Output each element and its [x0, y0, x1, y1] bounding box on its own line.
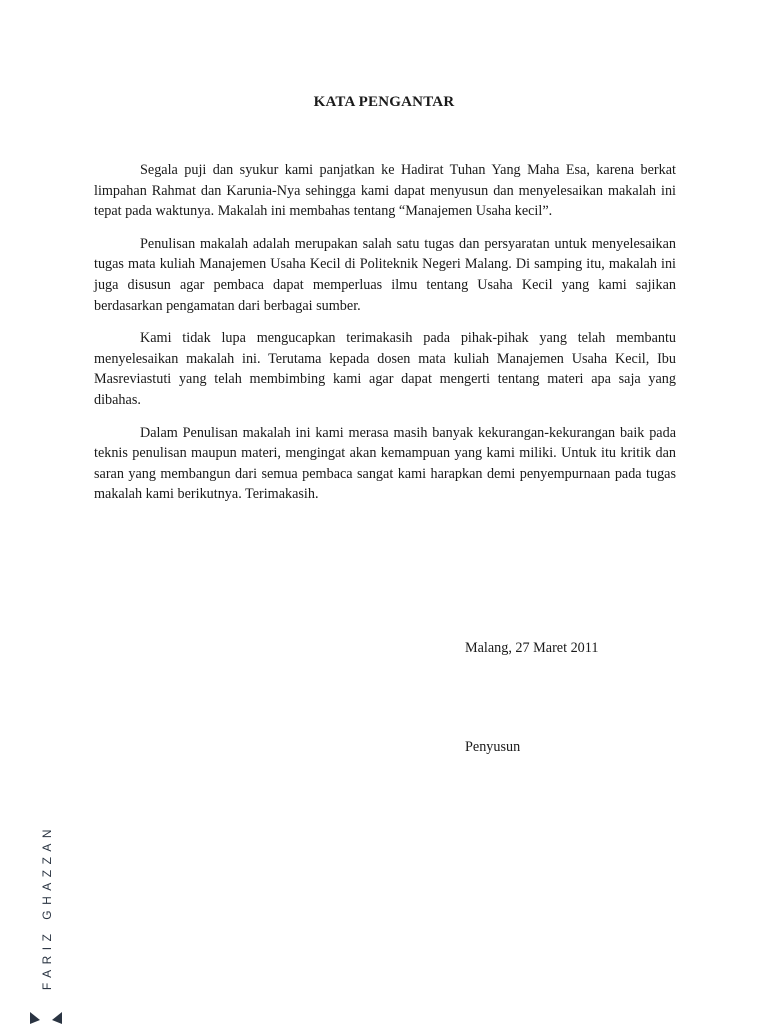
place-date: Malang, 27 Maret 2011 [465, 640, 599, 656]
paragraph-4: Dalam Penulisan makalah ini kami merasa masih banyak kekurangan-kekurangan baik pada teknis penulisan maupun materi, mengingat akan kemampuan yang kami miliki. Untuk itu kritik dan saran yang membangun dari semua pembaca sangat kami harapkan demi penyempurnaan pada tugas makalah kami berikutnya. Terimakasih. [94, 424, 676, 503]
document-body [94, 160, 676, 517]
document-title: KATA PENGANTAR [313, 94, 455, 110]
paragraph-2: Penulisan makalah adalah merupakan salah satu tugas dan persyaratan untuk menyelesaikan tugas mata kuliah Manajemen Usaha Kecil di Politeknik Negeri Malang. Di samping itu, makalah ini juga disusun agar pembaca dapat memperluas ilmu tentang Usaha Kecil yang kami sajikan berdasarkan pengamatan dari berbagai sumber. [94, 235, 676, 314]
paragraph-1: Segala puji dan syukur kami panjatkan ke Hadirat Tuhan Yang Maha Esa, karena berkat limpahan Rahmat dan Karunia-Nya sehingga kami dapat menyusun dan menyelesaikan makalah ini tepat pada waktunya. Makalah ini membahas tentang “Manajemen Usaha kecil”. [94, 162, 676, 220]
paragraph-3: Kami tidak lupa mengucapkan terimakasih pada pihak-pihak yang telah membantu menyelesaikan makalah ini. Terutama kepada dosen mata kuliah Manajemen Usaha Kecil, Ibu Masreviastuti yang telah membimbing kami agar dapat mengerti tentang materi apa saja yang dibahas. [94, 330, 676, 408]
brand-logo-icon [28, 1012, 64, 1024]
side-brand-text: FARIZ GHAZZAN [40, 823, 54, 991]
author-label: Penyusun [465, 739, 521, 755]
side-brand [37, 822, 57, 992]
